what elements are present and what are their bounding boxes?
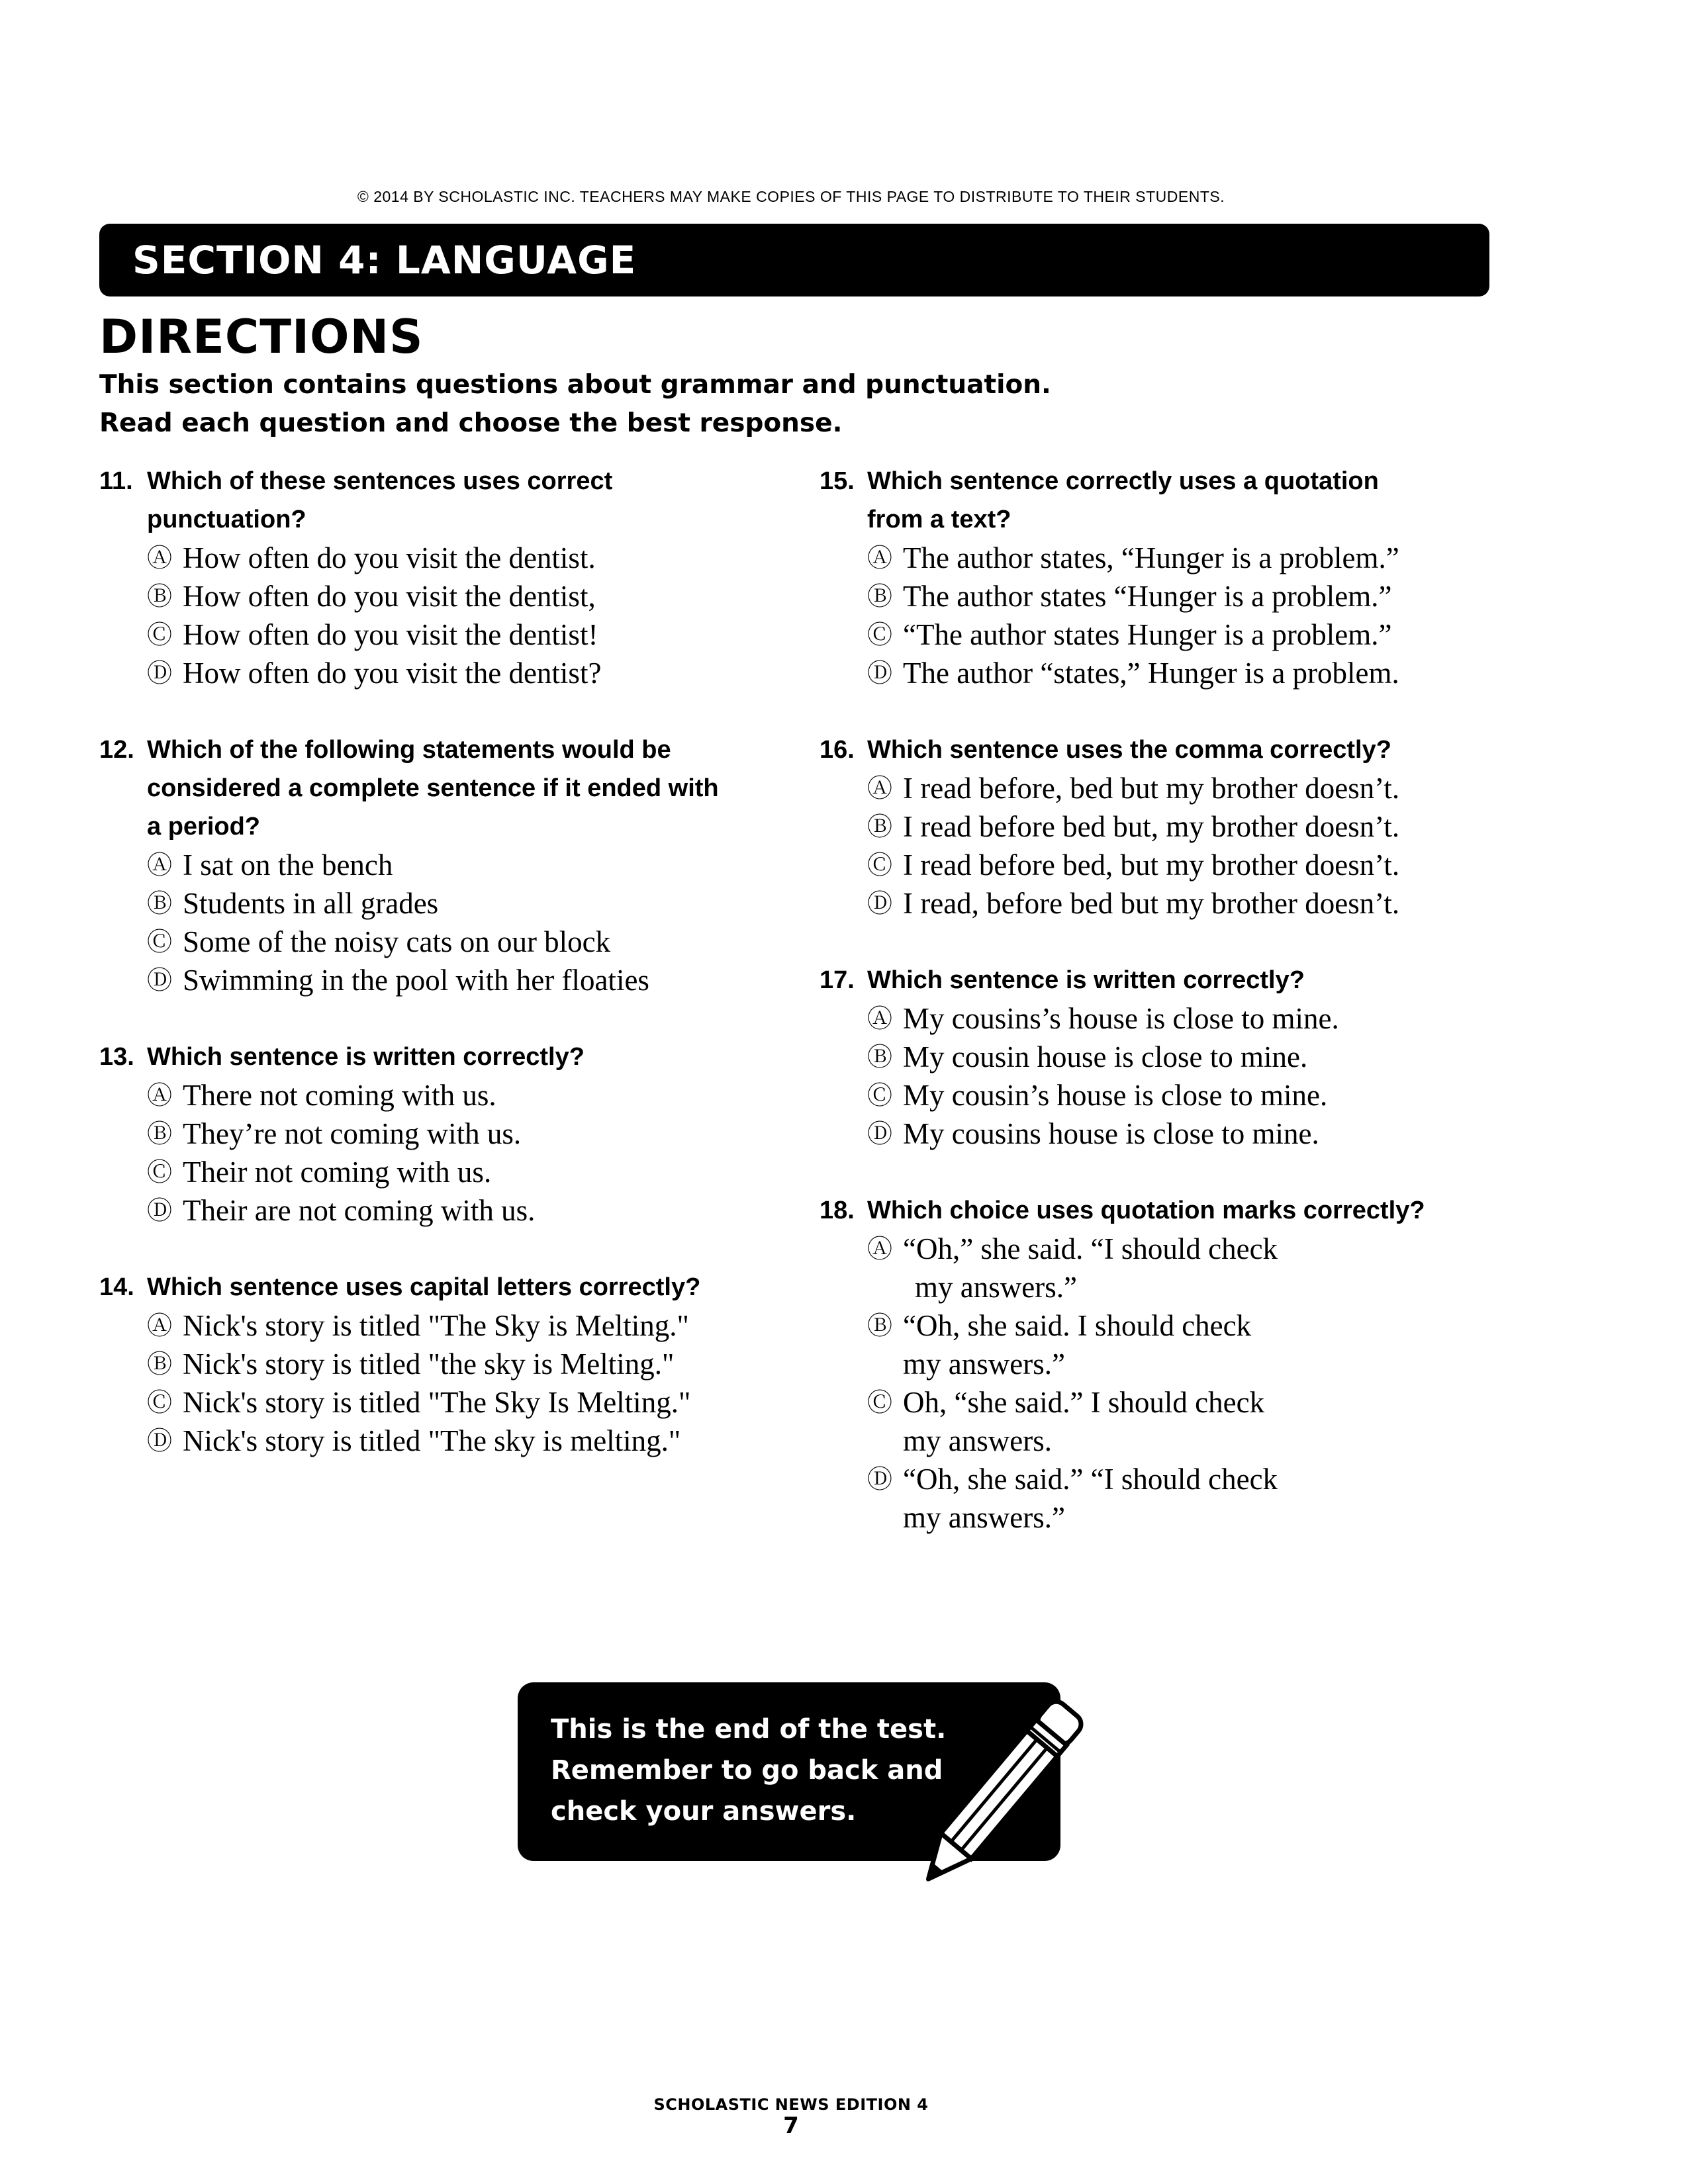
choice-text: Their not coming with us. (183, 1156, 492, 1189)
choice-text: I sat on the bench (183, 848, 393, 882)
bubble-a-icon[interactable]: Ⓐ (867, 1004, 893, 1033)
answer-choice-c[interactable] (99, 1383, 774, 1422)
question-18 (820, 1191, 1495, 1537)
choice-text: My cousin’s house is close to mine. (903, 1079, 1328, 1112)
prompt-line: Which of these sentences uses correct (147, 467, 613, 495)
answer-choice-a[interactable] (99, 846, 774, 884)
section-header-bar (99, 224, 1489, 296)
choice-text-continued: my answers. (903, 1424, 1052, 1457)
choice-text: How often do you visit the dentist? (183, 657, 602, 690)
answer-choice-a[interactable] (99, 539, 774, 577)
choice-text: Nick's story is titled "The Sky Is Melting." (183, 1386, 691, 1419)
bubble-b-icon[interactable]: Ⓑ (867, 1311, 893, 1340)
answer-choice-b[interactable] (99, 1115, 774, 1153)
answer-choice-a[interactable] (820, 1230, 1495, 1306)
directions-line-1: This section contains questions about grammar and punctuation. (99, 370, 1051, 400)
bubble-d-icon[interactable]: Ⓓ (147, 1426, 173, 1455)
choice-text: How often do you visit the dentist, (183, 580, 596, 613)
choice-text: “Oh,” she said. “I should check (903, 1232, 1278, 1265)
choice-text-continued: my answers.” (915, 1271, 1077, 1304)
answer-choice-d[interactable] (820, 654, 1495, 692)
question-number: 12. (99, 736, 134, 764)
question-prompt (99, 462, 774, 539)
choice-text: They’re not coming with us. (183, 1117, 522, 1150)
answer-choice-b[interactable] (820, 807, 1495, 846)
answer-choice-b[interactable] (820, 577, 1495, 615)
end-message-line-1: This is the end of the test. (551, 1714, 947, 1745)
prompt-line: from a text? (867, 506, 1011, 533)
answer-choice-b[interactable] (820, 1038, 1495, 1076)
choice-text: Students in all grades (183, 887, 439, 920)
bubble-a-icon[interactable]: Ⓐ (147, 850, 173, 880)
question-11 (99, 462, 774, 692)
answer-choice-a[interactable] (820, 999, 1495, 1038)
question-number: 18. (820, 1197, 855, 1224)
question-14 (99, 1268, 774, 1460)
end-message-line-2: Remember to go back and (551, 1755, 943, 1786)
bubble-a-icon[interactable]: Ⓐ (867, 543, 893, 572)
choice-text: My cousins’s house is close to mine. (903, 1002, 1339, 1035)
prompt-line: Which sentence uses the comma correctly? (867, 736, 1391, 764)
choice-text-continued: my answers.” (903, 1347, 1065, 1381)
choice-text: How often do you visit the dentist. (183, 541, 596, 574)
answer-choice-c[interactable] (820, 1076, 1495, 1115)
page-number: 7 (783, 2113, 799, 2139)
choice-text: How often do you visit the dentist! (183, 618, 598, 651)
bubble-d-icon[interactable]: Ⓓ (147, 966, 173, 995)
answer-choice-b[interactable] (99, 884, 774, 923)
answer-choice-a[interactable] (820, 769, 1495, 807)
bubble-c-icon[interactable]: Ⓒ (147, 1388, 173, 1417)
bubble-c-icon[interactable]: Ⓒ (867, 1388, 893, 1417)
choice-text-continued: my answers.” (903, 1501, 1065, 1534)
answer-choice-d[interactable] (820, 884, 1495, 923)
question-15 (820, 462, 1495, 692)
answer-choice-a[interactable] (99, 1306, 774, 1345)
bubble-a-icon[interactable]: Ⓐ (147, 1081, 173, 1110)
choice-text: I read before, bed but my brother doesn’t. (903, 772, 1400, 805)
question-prompt (99, 1038, 774, 1076)
question-prompt (820, 731, 1495, 769)
bubble-c-icon[interactable]: Ⓒ (867, 620, 893, 649)
choice-text: Nick's story is titled "The Sky is Melting." (183, 1309, 689, 1342)
bubble-b-icon[interactable]: Ⓑ (147, 889, 173, 918)
bubble-a-icon[interactable]: Ⓐ (867, 1234, 893, 1263)
choice-text: Nick's story is titled "The sky is melting." (183, 1424, 681, 1457)
answer-choice-c[interactable] (820, 615, 1495, 654)
prompt-line: Which sentence uses capital letters correctly? (147, 1273, 701, 1301)
choice-text: The author “states,” Hunger is a problem. (903, 657, 1399, 690)
prompt-line: considered a complete sentence if it ended with (147, 774, 719, 802)
choice-text: The author states “Hunger is a problem.” (903, 580, 1392, 613)
answer-choice-d[interactable] (99, 654, 774, 692)
question-16 (820, 731, 1495, 923)
answer-choice-c[interactable] (99, 1153, 774, 1191)
bubble-a-icon[interactable]: Ⓐ (147, 1311, 173, 1340)
choice-text: I read before bed, but my brother doesn’t. (903, 848, 1400, 882)
choice-text: “The author states Hunger is a problem.” (903, 618, 1392, 651)
prompt-line: a period? (147, 813, 261, 841)
answer-choice-b[interactable] (99, 577, 774, 615)
end-message-line-3: check your answers. (551, 1796, 857, 1827)
question-number: 15. (820, 467, 855, 495)
bubble-b-icon[interactable]: Ⓑ (867, 582, 893, 611)
choice-text: I read, before bed but my brother doesn’t. (903, 887, 1400, 920)
prompt-line: Which of the following statements would be (147, 736, 671, 764)
answer-choice-c[interactable] (820, 846, 1495, 884)
choice-text: My cousin house is close to mine. (903, 1040, 1308, 1073)
choice-text: Some of the noisy cats on our block (183, 925, 611, 958)
questions-right-column (820, 462, 1495, 1575)
answer-choice-d[interactable] (820, 1115, 1495, 1153)
choice-text: Their are not coming with us. (183, 1194, 536, 1227)
bubble-d-icon[interactable]: Ⓓ (867, 889, 893, 918)
prompt-line: Which sentence correctly uses a quotation (867, 467, 1379, 495)
bubble-b-icon[interactable]: Ⓑ (147, 1119, 173, 1148)
answer-choice-c[interactable] (99, 923, 774, 961)
bubble-b-icon[interactable]: Ⓑ (147, 582, 173, 611)
bubble-c-icon[interactable]: Ⓒ (147, 620, 173, 649)
answer-choice-d[interactable] (99, 1422, 774, 1460)
answer-choice-a[interactable] (99, 1076, 774, 1115)
bubble-c-icon[interactable]: Ⓒ (147, 927, 173, 956)
question-number: 17. (820, 966, 855, 994)
answer-choice-c[interactable] (820, 1383, 1495, 1460)
prompt-line: Which choice uses quotation marks correctly? (867, 1197, 1425, 1224)
directions-title: DIRECTIONS (99, 310, 424, 364)
question-prompt (99, 731, 774, 846)
choice-text: Nick's story is titled "the sky is Melting." (183, 1347, 675, 1381)
prompt-line: Which sentence is written correctly? (867, 966, 1305, 994)
copyright-notice: © 2014 BY SCHOLASTIC INC. TEACHERS MAY MAKE COPIES OF THIS PAGE TO DISTRIBUTE TO THEIR STUDENTS. (357, 188, 1225, 205)
question-number: 16. (820, 736, 855, 764)
bubble-c-icon[interactable]: Ⓒ (867, 850, 893, 880)
bubble-b-icon[interactable]: Ⓑ (147, 1349, 173, 1379)
answer-choice-d[interactable] (820, 1460, 1495, 1537)
prompt-line: punctuation? (147, 506, 306, 533)
answer-choice-a[interactable] (820, 539, 1495, 577)
question-12 (99, 731, 774, 999)
choice-text: There not coming with us. (183, 1079, 496, 1112)
choice-text: Swimming in the pool with her floaties (183, 964, 649, 997)
footer-edition: SCHOLASTIC NEWS EDITION 4 (653, 2095, 929, 2114)
questions-left-column (99, 462, 774, 1498)
answer-choice-d[interactable] (99, 961, 774, 999)
question-number: 13. (99, 1043, 134, 1071)
choice-text: “Oh, she said.” “I should check (903, 1463, 1278, 1496)
section-title: SECTION 4: LANGUAGE (132, 238, 637, 283)
directions-line-2: Read each question and choose the best response. (99, 408, 843, 438)
prompt-line: Which sentence is written correctly? (147, 1043, 585, 1071)
choice-text: Oh, “she said.” I should check (903, 1386, 1265, 1419)
question-17 (820, 961, 1495, 1153)
bubble-c-icon[interactable]: Ⓒ (867, 1081, 893, 1110)
bubble-b-icon[interactable]: Ⓑ (867, 812, 893, 841)
bubble-d-icon[interactable]: Ⓓ (867, 1119, 893, 1148)
question-prompt (99, 1268, 774, 1306)
question-prompt (820, 1191, 1495, 1230)
question-prompt (820, 462, 1495, 539)
bubble-d-icon[interactable]: Ⓓ (147, 659, 173, 688)
bubble-d-icon[interactable]: Ⓓ (147, 1196, 173, 1225)
bubble-d-icon[interactable]: Ⓓ (867, 659, 893, 688)
bubble-b-icon[interactable]: Ⓑ (867, 1042, 893, 1071)
bubble-d-icon[interactable]: Ⓓ (867, 1465, 893, 1494)
question-13 (99, 1038, 774, 1230)
directions-text (99, 366, 1051, 443)
choice-text: “Oh, she said. I should check (903, 1309, 1252, 1342)
choice-text: The author states, “Hunger is a problem.” (903, 541, 1399, 574)
answer-choice-b[interactable] (820, 1306, 1495, 1383)
choice-text: I read before bed but, my brother doesn’t. (903, 810, 1400, 843)
question-number: 11. (99, 467, 133, 495)
answer-choice-d[interactable] (99, 1191, 774, 1230)
answer-choice-b[interactable] (99, 1345, 774, 1383)
bubble-a-icon[interactable]: Ⓐ (147, 543, 173, 572)
pencil-icon (907, 1694, 1099, 1886)
question-number: 14. (99, 1273, 134, 1301)
bubble-a-icon[interactable]: Ⓐ (867, 774, 893, 803)
answer-choice-c[interactable] (99, 615, 774, 654)
choice-text: My cousins house is close to mine. (903, 1117, 1319, 1150)
bubble-c-icon[interactable]: Ⓒ (147, 1158, 173, 1187)
question-prompt (820, 961, 1495, 999)
